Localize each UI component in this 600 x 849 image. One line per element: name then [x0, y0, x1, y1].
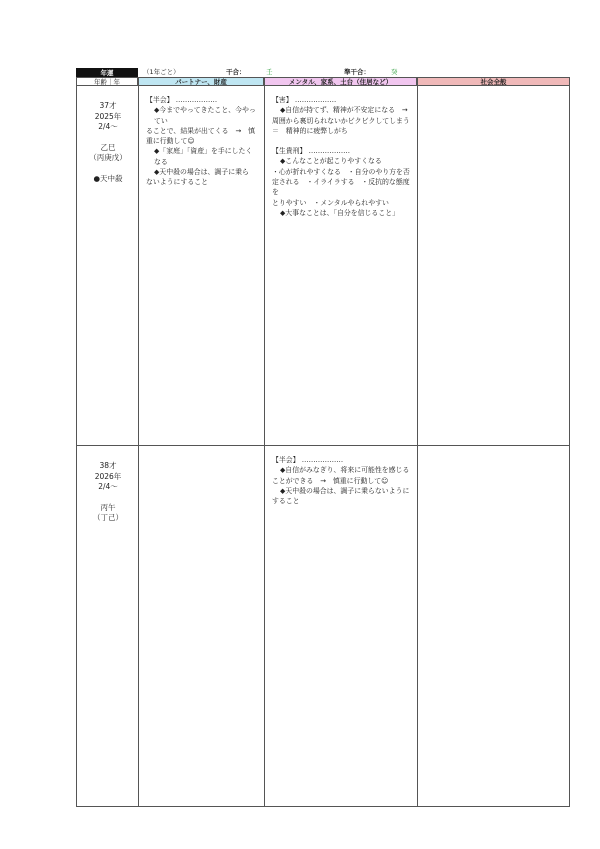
age-cell — [76, 445, 139, 807]
text-line: ◆自信がみなぎり、将来に可能性を感じる — [280, 466, 410, 475]
text-line: ◆こんなことが起こりやすくなる — [280, 157, 382, 166]
column-header-society: 社会全般 — [417, 77, 570, 86]
text-line: ◆今までやってきたこと、今やってい — [154, 106, 256, 125]
society-cell — [417, 445, 570, 807]
partner-cell — [138, 85, 265, 446]
text-line: ◆自信が持てず、精神が不安定になる → — [280, 106, 408, 115]
partner-cell — [138, 445, 265, 807]
kango-label: 干合： — [226, 68, 246, 76]
column-header-partner: パートナー、財産 — [138, 77, 264, 86]
text-line: ◆大事なことは、「自分を信じること」 — [280, 208, 399, 217]
mental-heading: 【半会】 ……………… — [272, 456, 344, 464]
mental-cell — [264, 445, 418, 807]
society-cell — [417, 85, 570, 446]
text-line: ことができる → 慎重に行動して☺ — [272, 476, 389, 485]
mental-cell — [264, 85, 418, 446]
text-line: ないようにすること — [146, 178, 209, 187]
text-line: ・心が折れやすくなる ・自分のやり方を否 — [272, 167, 410, 176]
header-row — [76, 68, 570, 77]
sheet-title: 年運 — [76, 68, 138, 77]
text-line: 周囲から裏切られないかビクビクしてしまう — [272, 116, 410, 125]
age: 38才 — [99, 461, 117, 470]
kango-value: 壬 — [266, 68, 273, 76]
junkango-value: 癸 — [391, 68, 398, 76]
text-line: ることで、結果が出てくる → 慎 — [146, 126, 255, 135]
kanshi: 乙巳 — [100, 142, 116, 152]
text-line: 重に行動して☺ — [146, 137, 195, 146]
start-date: 2/4～ — [98, 122, 118, 131]
column-header-age: 年齢｜年 — [76, 77, 138, 86]
mental-heading: 【生貴刑】 ……………… — [272, 147, 350, 156]
text-line: ＝ 精神的に疲弊しがち — [272, 126, 348, 135]
table-row — [76, 445, 570, 807]
text-line: ◆天中殺の場合は、調子に乗ら — [154, 168, 249, 177]
start-date: 2/4～ — [98, 482, 118, 491]
text-line: ◆「家庭」「資産」を手にしたくなる — [154, 147, 253, 166]
partner-heading: 【半会】 ……………… — [146, 96, 218, 104]
kanshi: 丙午 — [100, 502, 116, 512]
junkango-label: 準干合： — [344, 68, 370, 76]
age-cell — [76, 85, 139, 446]
text-line: すること — [272, 497, 300, 506]
tenchusatsu-label: ●天中殺 — [93, 173, 123, 183]
unit-label: （1年ごと） — [143, 68, 180, 76]
year: 2025年 — [94, 111, 122, 121]
text-line: 定される ・イライラする ・反抗的な態度を — [272, 178, 410, 197]
year: 2026年 — [94, 471, 122, 481]
age: 37才 — [99, 101, 117, 110]
mental-heading: 【害】 ……………… — [272, 96, 337, 104]
zokan: （丁己） — [93, 513, 123, 522]
zokan: （丙庚戊） — [89, 153, 127, 162]
text-line: ◆天中殺の場合は、調子に乗らないように — [280, 486, 410, 495]
column-header-mental: メンタル、家系、土台（住居など） — [264, 77, 417, 86]
text-line: とりやすい ・メンタルやられやすい — [272, 198, 389, 207]
table-row — [76, 85, 570, 446]
